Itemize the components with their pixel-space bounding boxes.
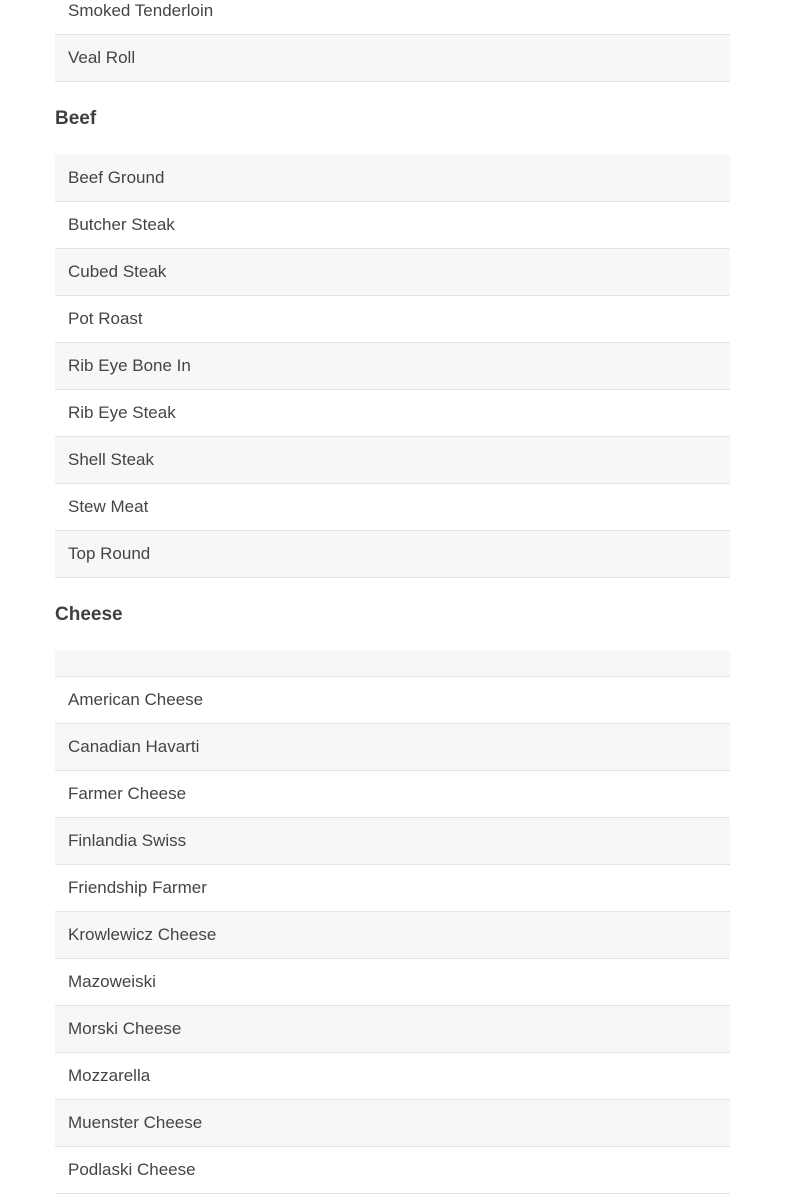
list-item: Pot Roast xyxy=(55,296,730,343)
list-item: Rib Eye Bone In xyxy=(55,343,730,390)
section-title-beef: Beef xyxy=(55,107,97,129)
list-item: Canadian Havarti xyxy=(55,724,730,771)
list-item: Butcher Steak xyxy=(55,202,730,249)
product-list-page xyxy=(55,0,730,1194)
list-item: Beef Ground xyxy=(55,155,730,202)
list-item: Podlaski Cheese xyxy=(55,1147,730,1194)
section-continued xyxy=(55,0,730,82)
list-item: Muenster Cheese xyxy=(55,1100,730,1147)
list-item: Cubed Steak xyxy=(55,249,730,296)
list-item: Morski Cheese xyxy=(55,1006,730,1053)
list-item: Finlandia Swiss xyxy=(55,818,730,865)
list-item: American Cheese xyxy=(55,677,730,724)
list-item: Farmer Cheese xyxy=(55,771,730,818)
list-item: Krowlewicz Cheese xyxy=(55,912,730,959)
list-item: Veal Roll xyxy=(55,35,730,82)
list-item: Top Round xyxy=(55,531,730,578)
list-item: Friendship Farmer xyxy=(55,865,730,912)
table-header-row xyxy=(55,651,730,677)
list-item: Mazoweiski xyxy=(55,959,730,1006)
list-item: Shell Steak xyxy=(55,437,730,484)
list-item: Mozzarella xyxy=(55,1053,730,1100)
list-item: Rib Eye Steak xyxy=(55,390,730,437)
list-item: Stew Meat xyxy=(55,484,730,531)
section-title-cheese: Cheese xyxy=(55,603,123,625)
section-cheese xyxy=(55,578,730,1194)
section-beef xyxy=(55,82,730,578)
list-item: Smoked Tenderloin xyxy=(55,0,730,35)
